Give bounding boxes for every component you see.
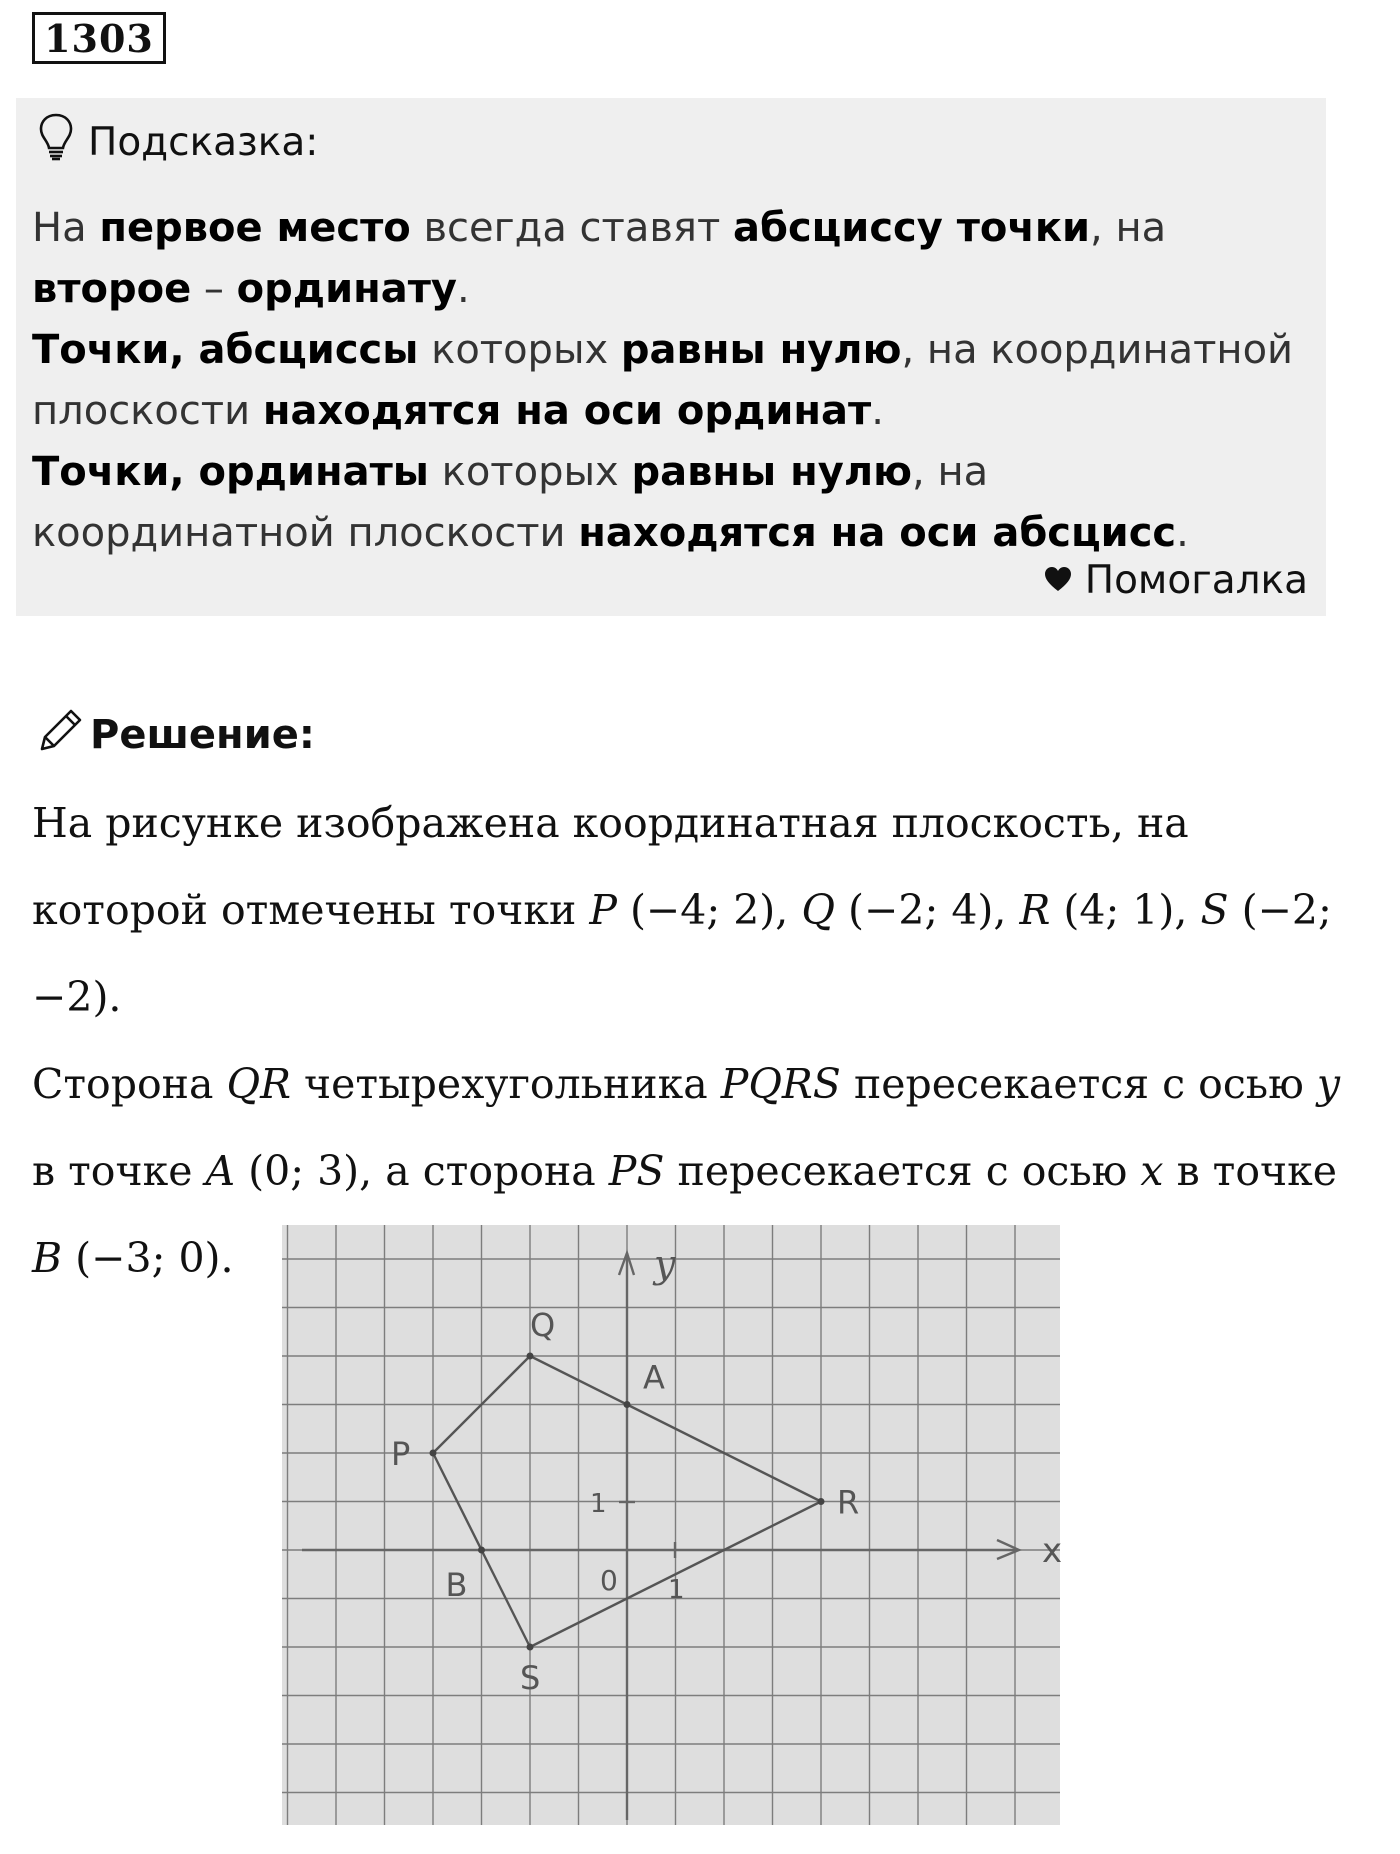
point-q [527,1353,534,1360]
point-label-s: S [520,1659,541,1697]
coordinate-plane [282,1225,1063,1825]
point-b [478,1547,485,1554]
y-axis-label: y [654,1242,676,1286]
hint-box [16,98,1326,616]
point-r [818,1498,825,1505]
pencil-icon [36,705,84,765]
hint-paragraph-3: Точки, ординаты которых равны нулю, на координатной плоскости находятся на оси абсцисс. [32,449,1189,556]
hint-text [32,198,1302,564]
task-number: 1303 [32,12,166,64]
hint-title: Подсказка: [88,119,319,165]
origin-label: 0 [600,1564,618,1597]
solution-title: Решение: [90,712,315,758]
heart-icon [1043,558,1073,603]
point-label-a: A [643,1358,665,1397]
hint-header [38,112,318,172]
lightbulb-icon [38,112,74,172]
solution-text: На рисунке изображена координатная плоскость, на которой отмечены точки P (−4; 2), Q (−2; 4), R (4; 1), S (−2; −2). Сторона QR четырехугольника PQRS пересекается с осью y в точке A (0; 3), а сторона PS пересекается с осью x в точке B (−3; 0). [32,799,1341,1282]
solution-header [36,705,315,765]
x-unit-label: 1 [668,1575,685,1605]
credit-label: Помогалка [1084,558,1308,603]
point-s [527,1644,534,1651]
hint-paragraph-1: На первое место всегда ставят абсциссу точки, на второе – ординату. [32,205,1167,312]
x-axis-label: x [1042,1531,1063,1571]
point-label-q: Q [530,1306,556,1344]
credit [1043,558,1308,603]
grid [282,1225,1063,1825]
point-a [624,1401,631,1408]
point-p [430,1450,437,1457]
y-unit-label: 1 [590,1489,607,1519]
axes [302,1242,1062,1820]
point-label-p: P [391,1435,411,1473]
point-label-b: B [445,1566,468,1604]
graph-photo [282,1225,1063,1825]
hint-paragraph-2: Точки, абсциссы которых равны нулю, на координатной плоскости находятся на оси ординат. [32,327,1294,434]
point-label-r: R [837,1483,860,1522]
